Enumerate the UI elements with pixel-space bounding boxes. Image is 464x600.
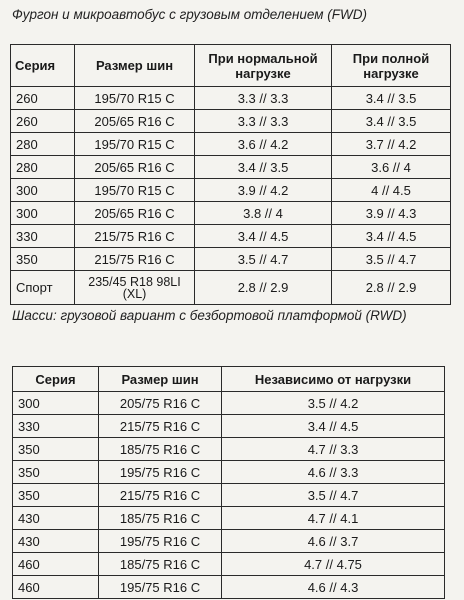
full-load-pressure-cell: 3.6 // 4 [332,156,451,179]
table-row [11,225,451,248]
tire-size-cell: 205/65 R16 C [75,202,195,225]
tire-size-cell: 185/75 R16 C [99,507,222,530]
tire-size-cell: 215/75 R16 C [99,415,222,438]
series-cell: 280 [11,133,75,156]
normal-load-pressure-cell: 3.6 // 4.2 [195,133,332,156]
table-row [13,415,445,438]
series-cell: 300 [11,202,75,225]
normal-load-pressure-cell: 3.8 // 4 [195,202,332,225]
table-header-row [11,45,451,87]
table-row [11,248,451,271]
pressure-cell: 4.6 // 4.3 [222,576,445,599]
tire-size-cell: 215/75 R16 C [75,225,195,248]
tire-size-cell: 185/75 R16 C [99,438,222,461]
column-header-tire-size: Размер шин [99,367,222,392]
table-row [13,392,445,415]
tire-size-cell: 205/75 R16 C [99,392,222,415]
table-row [13,507,445,530]
pressure-cell: 4.6 // 3.7 [222,530,445,553]
tire-size-cell: 195/75 R16 C [99,576,222,599]
series-cell: 460 [13,553,99,576]
table-row [13,576,445,599]
table-row [11,87,451,110]
series-cell: 300 [11,179,75,202]
table-row [11,202,451,225]
full-load-pressure-cell: 4 // 4.5 [332,179,451,202]
normal-load-pressure-cell: 3.9 // 4.2 [195,179,332,202]
series-cell: 460 [13,576,99,599]
column-header-full-load: При полной нагрузке [332,45,451,87]
section-heading-rwd: Шасси: грузовой вариант с безбортовой платформой (RWD) [12,308,407,323]
pressure-cell: 4.6 // 3.3 [222,461,445,484]
table-header-row [13,367,445,392]
normal-load-pressure-cell: 3.4 // 4.5 [195,225,332,248]
table-row [13,553,445,576]
tire-pressure-table-fwd [10,44,451,305]
tire-size-cell: 195/75 R16 C [99,530,222,553]
full-load-pressure-cell: 3.7 // 4.2 [332,133,451,156]
column-header-series: Серия [11,45,75,87]
table-row [11,179,451,202]
series-cell: 280 [11,156,75,179]
series-cell: 430 [13,530,99,553]
full-load-pressure-cell: 3.5 // 4.7 [332,248,451,271]
series-cell: 300 [13,392,99,415]
series-cell: Спорт [11,271,75,305]
normal-load-pressure-cell: 3.3 // 3.3 [195,87,332,110]
series-cell: 350 [11,248,75,271]
pressure-cell: 3.5 // 4.7 [222,484,445,507]
table-row [13,461,445,484]
tire-size-cell: 215/75 R16 C [99,484,222,507]
tire-size-cell: 185/75 R16 C [99,553,222,576]
pressure-cell: 4.7 // 4.1 [222,507,445,530]
tire-size-cell: 215/75 R16 C [75,248,195,271]
pressure-cell: 3.4 // 4.5 [222,415,445,438]
full-load-pressure-cell: 3.9 // 4.3 [332,202,451,225]
pressure-cell: 4.7 // 4.75 [222,553,445,576]
tire-size-cell: 195/70 R15 C [75,133,195,156]
tire-size-cell: 195/70 R15 C [75,179,195,202]
normal-load-pressure-cell: 3.4 // 3.5 [195,156,332,179]
series-cell: 330 [13,415,99,438]
tire-size-cell: 195/75 R16 C [99,461,222,484]
series-cell: 260 [11,87,75,110]
table-row [11,271,451,305]
normal-load-pressure-cell: 3.5 // 4.7 [195,248,332,271]
series-cell: 350 [13,438,99,461]
tire-pressure-table-rwd [12,366,445,599]
normal-load-pressure-cell: 2.8 // 2.9 [195,271,332,305]
table-row [11,133,451,156]
table-row [13,438,445,461]
tire-size-cell: 205/65 R16 C [75,156,195,179]
full-load-pressure-cell: 3.4 // 4.5 [332,225,451,248]
series-cell: 260 [11,110,75,133]
table-row [11,110,451,133]
column-header-tire-size: Размер шин [75,45,195,87]
series-cell: 350 [13,461,99,484]
column-header-series: Серия [13,367,99,392]
column-header-normal-load: При нормальной нагрузке [195,45,332,87]
tire-size-cell: 235/45 R18 98LI (XL) [75,271,195,305]
tire-size-cell: 205/65 R16 C [75,110,195,133]
section-heading-fwd: Фургон и микроавтобус с грузовым отделением (FWD) [12,7,368,22]
table-row [13,530,445,553]
pressure-cell: 3.5 // 4.2 [222,392,445,415]
full-load-pressure-cell: 3.4 // 3.5 [332,87,451,110]
series-cell: 330 [11,225,75,248]
column-header-any-load: Независимо от нагрузки [222,367,445,392]
series-cell: 350 [13,484,99,507]
full-load-pressure-cell: 2.8 // 2.9 [332,271,451,305]
full-load-pressure-cell: 3.4 // 3.5 [332,110,451,133]
tire-size-cell: 195/70 R15 C [75,87,195,110]
series-cell: 430 [13,507,99,530]
table-row [13,484,445,507]
pressure-cell: 4.7 // 3.3 [222,438,445,461]
normal-load-pressure-cell: 3.3 // 3.3 [195,110,332,133]
table-row [11,156,451,179]
